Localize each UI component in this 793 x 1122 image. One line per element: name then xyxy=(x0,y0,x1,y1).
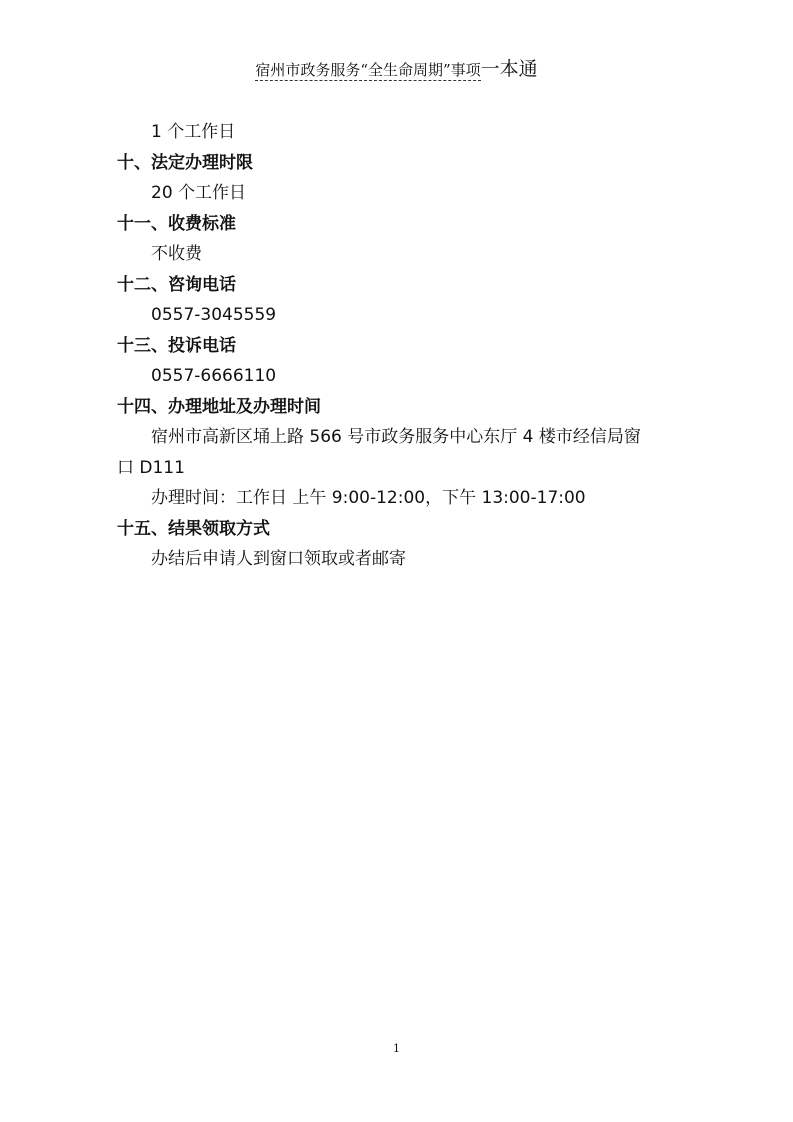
result-pickup-value: 办结后申请人到窗口领取或者邮寄 xyxy=(151,549,406,569)
section-heading-statutory-time-limit: 十、法定办理时限 xyxy=(117,152,253,173)
processing-time-value: 1 个工作日 xyxy=(151,122,236,142)
section-heading-complaint-phone: 十三、投诉电话 xyxy=(117,335,236,356)
address-line-1: 宿州市高新区埇上路 566 号市政务服务中心东厅 4 楼市经信局窗 xyxy=(151,427,641,447)
page-number: 1 xyxy=(393,1042,400,1055)
address-line-2: 口 D111 xyxy=(117,457,185,478)
consultation-phone-value: 0557-3045559 xyxy=(151,305,277,325)
section-heading-address-and-hours: 十四、办理地址及办理时间 xyxy=(117,396,321,417)
section-heading-result-pickup: 十五、结果领取方式 xyxy=(117,518,270,539)
document-body xyxy=(117,117,683,575)
section-heading-consultation-phone: 十二、咨询电话 xyxy=(117,274,236,295)
fee-standard-value: 不收费 xyxy=(151,244,202,264)
complaint-phone-value: 0557-6666110 xyxy=(151,366,277,386)
statutory-time-limit-value: 20 个工作日 xyxy=(151,183,247,203)
header-title: 宿州市政务服务“全生命周期”事项 xyxy=(255,61,481,79)
office-hours: 办理时间：工作日 上午 9:00-12:00，下午 13:00-17:00 xyxy=(151,488,586,508)
section-heading-fee-standard: 十一、收费标准 xyxy=(117,213,236,234)
header-title-suffix: 一本通 xyxy=(480,58,538,80)
page-header xyxy=(0,58,793,81)
